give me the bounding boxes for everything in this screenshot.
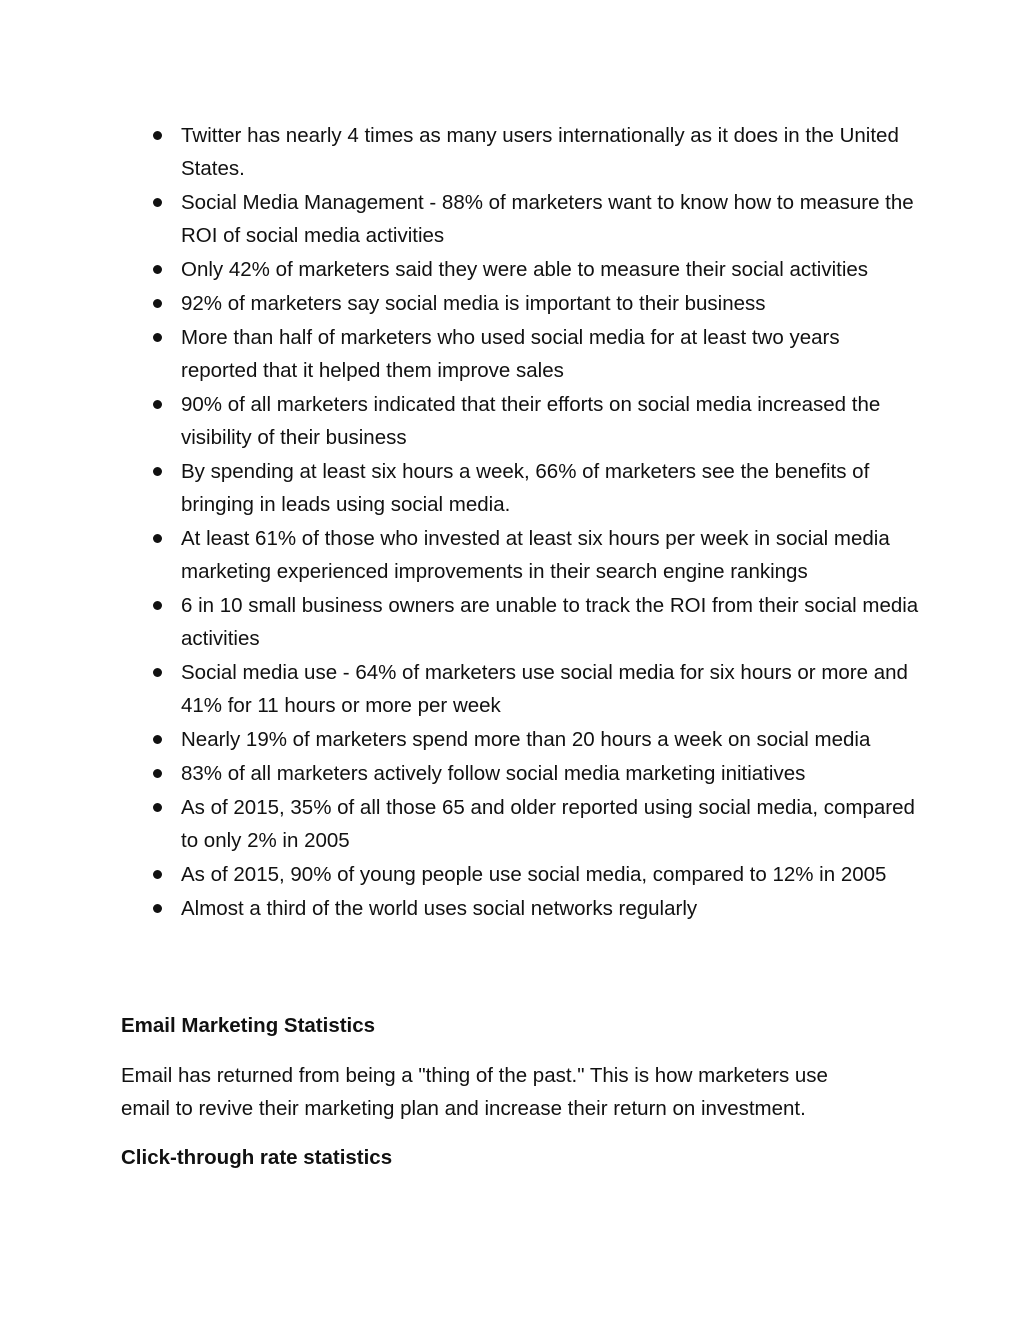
bullet-icon bbox=[153, 904, 162, 913]
email-marketing-heading: Email Marketing Statistics bbox=[121, 1014, 376, 1037]
bullet-icon bbox=[153, 803, 162, 812]
bullet-icon bbox=[153, 198, 162, 207]
bullet-icon bbox=[153, 265, 162, 274]
list-item-text: By spending at least six hours a week, 66% of marketers see the benefits of bringing in leads using social media. bbox=[181, 460, 870, 516]
list-item bbox=[121, 186, 921, 252]
click-through-heading: Click-through rate statistics bbox=[121, 1146, 393, 1169]
bullet-icon bbox=[153, 870, 162, 879]
list-item bbox=[121, 287, 921, 320]
list-item bbox=[121, 589, 921, 655]
list-item-text: Almost a third of the world uses social networks regularly bbox=[181, 897, 698, 920]
bullet-icon bbox=[153, 333, 162, 342]
statistics-bullet-list bbox=[121, 119, 921, 926]
list-item bbox=[121, 388, 921, 454]
bullet-icon bbox=[153, 400, 162, 409]
list-item-text: 6 in 10 small business owners are unable to track the ROI from their social media activities bbox=[181, 594, 919, 650]
list-item-text: As of 2015, 90% of young people use social media, compared to 12% in 2005 bbox=[181, 863, 887, 886]
list-item-text: Only 42% of marketers said they were able to measure their social activities bbox=[181, 258, 869, 281]
list-item bbox=[121, 858, 921, 891]
bullet-icon bbox=[153, 769, 162, 778]
list-item bbox=[121, 892, 921, 925]
list-item bbox=[121, 321, 921, 387]
bullet-icon bbox=[153, 299, 162, 308]
list-item-text: 90% of all marketers indicated that their efforts on social media increased the visibility of their business bbox=[181, 393, 881, 449]
list-item-text: Twitter has nearly 4 times as many users internationally as it does in the United States. bbox=[181, 124, 899, 180]
bullet-icon bbox=[153, 534, 162, 543]
list-item-text: Nearly 19% of marketers spend more than 20 hours a week on social media bbox=[181, 728, 871, 751]
list-item bbox=[121, 253, 921, 286]
list-item bbox=[121, 119, 921, 185]
list-item bbox=[121, 656, 921, 722]
list-item-text: Social media use - 64% of marketers use social media for six hours or more and 41% for 11 hours or more per week bbox=[181, 661, 908, 717]
list-item-text: At least 61% of those who invested at least six hours per week in social media marketing experienced improvements in their search engine rankings bbox=[181, 527, 890, 583]
list-item-text: 83% of all marketers actively follow social media marketing initiatives bbox=[181, 762, 806, 785]
list-item bbox=[121, 455, 921, 521]
list-item-text: More than half of marketers who used social media for at least two years reported that it helped them improve sales bbox=[181, 326, 840, 382]
bullet-icon bbox=[153, 131, 162, 140]
email-marketing-paragraph: Email has returned from being a "thing of the past." This is how marketers use email to revive their marketing plan and increase their return on investment. bbox=[121, 1064, 828, 1120]
list-item bbox=[121, 723, 921, 756]
list-item bbox=[121, 757, 921, 790]
list-item-text: As of 2015, 35% of all those 65 and older reported using social media, compared to only 2% in 2005 bbox=[181, 796, 915, 852]
list-item-text: 92% of marketers say social media is important to their business bbox=[181, 292, 766, 315]
bullet-icon bbox=[153, 668, 162, 677]
bullet-icon bbox=[153, 735, 162, 744]
bullet-icon bbox=[153, 601, 162, 610]
list-item-text: Social Media Management - 88% of marketers want to know how to measure the ROI of social media activities bbox=[181, 191, 914, 247]
bullet-icon bbox=[153, 467, 162, 476]
list-item bbox=[121, 522, 921, 588]
list-item bbox=[121, 791, 921, 857]
